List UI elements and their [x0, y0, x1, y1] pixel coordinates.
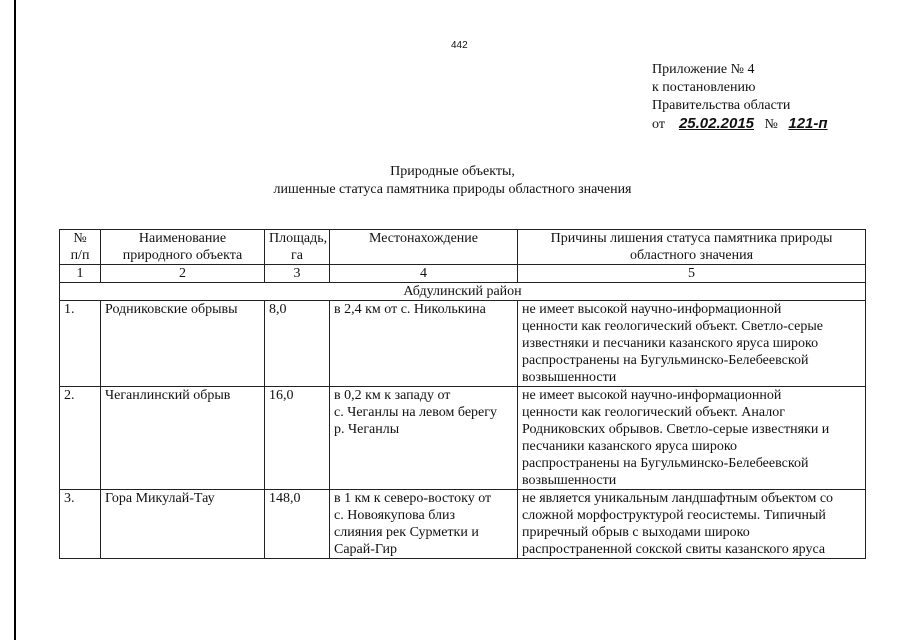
object-location: в 1 км к северо-востоку от с. Новоякупова близ слияния рек Сурметки и Сарай-Гир	[330, 490, 518, 559]
object-name: Гора Микулай-Тау	[101, 490, 265, 559]
table-row	[60, 490, 866, 559]
column-number: 5	[518, 265, 866, 283]
header-cell-number: № п/п	[60, 230, 101, 265]
column-numbers-row	[60, 265, 866, 283]
object-area: 16,0	[265, 387, 330, 490]
header-cell-reason: Причины лишения статуса памятника природы областного значения	[518, 230, 866, 265]
title-line-2: лишенные статуса памятника природы областного значения	[273, 182, 632, 197]
column-number: 1	[60, 265, 101, 283]
object-location: в 2,4 км от с. Николькина	[330, 301, 518, 387]
appendix-block	[652, 61, 828, 134]
column-number: 2	[101, 265, 265, 283]
district-name: Абдулинский район	[60, 283, 866, 301]
date-prefix: от	[652, 117, 665, 132]
row-number: 3.	[60, 490, 101, 559]
column-number: 4	[330, 265, 518, 283]
object-reason: не имеет высокой научно-информационной ценности как геологический объект. Светло-серые известняки и песчаники казанского яруса широко распространены на Бугульминско-Белебеевской возвышенности	[518, 301, 866, 387]
appendix-line-1: Приложение № 4	[652, 62, 755, 77]
table-row	[60, 301, 866, 387]
appendix-line-2: к постановлению	[652, 80, 756, 95]
row-number: 1.	[60, 301, 101, 387]
title-line-1: Природные объекты,	[390, 164, 515, 179]
handwritten-number: 121-п	[788, 115, 828, 132]
document-title	[0, 163, 905, 199]
appendix-line-3: Правительства области	[652, 98, 791, 113]
object-area: 148,0	[265, 490, 330, 559]
object-location: в 0,2 км к западу от с. Чеганлы на левом берегу р. Чеганлы	[330, 387, 518, 490]
object-name: Родниковские обрывы	[101, 301, 265, 387]
number-prefix: №	[764, 117, 778, 132]
table-row	[60, 387, 866, 490]
district-row	[60, 283, 866, 301]
header-cell-name: Наименование природного объекта	[101, 230, 265, 265]
object-name: Чеганлинский обрыв	[101, 387, 265, 490]
header-cell-location: Местонахождение	[330, 230, 518, 265]
object-area: 8,0	[265, 301, 330, 387]
binding-edge-line	[14, 0, 16, 640]
header-cell-area: Площадь, га	[265, 230, 330, 265]
header-row	[60, 230, 866, 265]
object-reason: не имеет высокой научно-информационной ценности как геологический объект. Аналог Родниковских обрывов. Светло-серые известняки и песчаники казанского яруса широко распространены на Бугульминско-Белебеевской возвышенности	[518, 387, 866, 490]
appendix-date-line	[652, 115, 828, 134]
object-reason: не является уникальным ландшафтным объектом со сложной морфоструктурой геосистемы. Типичный приречный обрыв с выходами широко распространенной сокской свиты казанского яруса	[518, 490, 866, 559]
natural-objects-table	[59, 229, 866, 559]
column-number: 3	[265, 265, 330, 283]
handwritten-date: 25.02.2015	[678, 115, 755, 132]
page-number: 442	[451, 40, 468, 51]
row-number: 2.	[60, 387, 101, 490]
